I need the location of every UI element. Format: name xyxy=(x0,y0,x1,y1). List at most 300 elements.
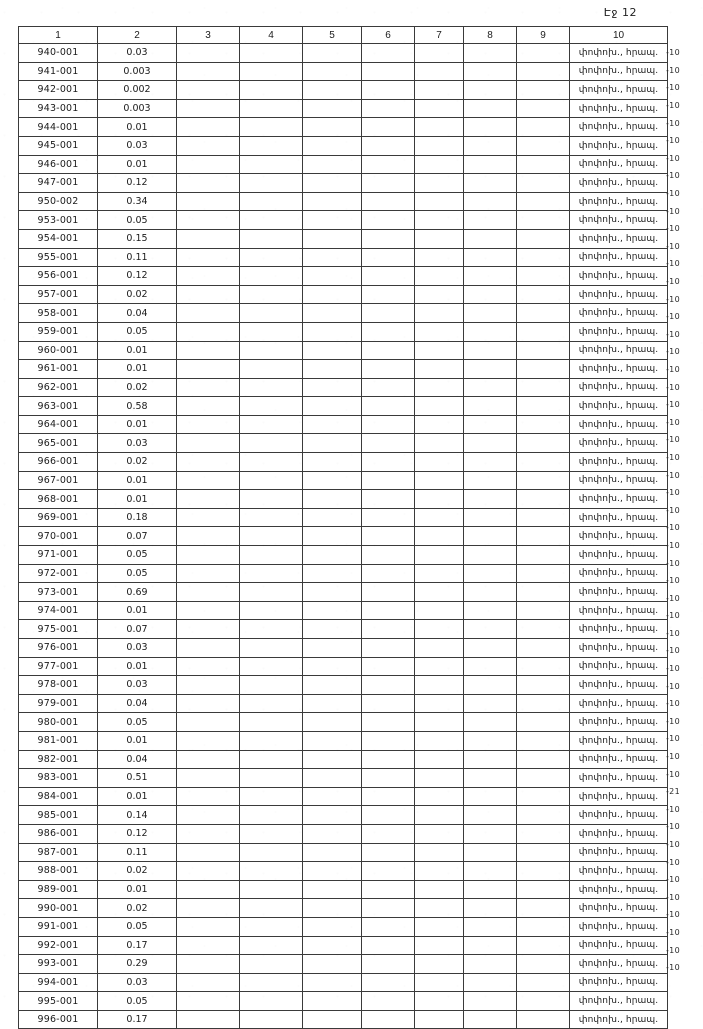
cell-empty-5 xyxy=(303,471,362,490)
cell-empty-4 xyxy=(240,397,303,416)
cell-code: 953-001 xyxy=(19,211,98,230)
cell-empty-8 xyxy=(464,676,517,695)
margin-note: -10 xyxy=(666,417,680,427)
cell-empty-6 xyxy=(362,694,415,713)
cell-empty-3 xyxy=(177,248,240,267)
cell-empty-4 xyxy=(240,62,303,81)
cell-empty-7 xyxy=(415,620,464,639)
cell-empty-9 xyxy=(517,620,570,639)
cell-empty-7 xyxy=(415,44,464,63)
cell-empty-3 xyxy=(177,471,240,490)
table-row xyxy=(19,267,668,286)
cell-empty-9 xyxy=(517,843,570,862)
cell-empty-7 xyxy=(415,824,464,843)
cell-empty-7 xyxy=(415,917,464,936)
cell-empty-3 xyxy=(177,322,240,341)
cell-empty-3 xyxy=(177,657,240,676)
cell-empty-8 xyxy=(464,862,517,881)
cell-empty-3 xyxy=(177,917,240,936)
cell-empty-8 xyxy=(464,434,517,453)
table-row xyxy=(19,731,668,750)
cell-empty-6 xyxy=(362,973,415,992)
table-row xyxy=(19,639,668,658)
cell-note: փոփոխ., հրապ. xyxy=(570,973,668,992)
cell-note: փոփոխ., հրապ. xyxy=(570,304,668,323)
cell-empty-5 xyxy=(303,564,362,583)
cell-empty-9 xyxy=(517,899,570,918)
cell-empty-6 xyxy=(362,936,415,955)
cell-empty-8 xyxy=(464,880,517,899)
cell-empty-3 xyxy=(177,936,240,955)
table-row xyxy=(19,546,668,565)
cell-value: 0.07 xyxy=(98,620,177,639)
cell-empty-7 xyxy=(415,174,464,193)
cell-code: 963-001 xyxy=(19,397,98,416)
cell-empty-5 xyxy=(303,490,362,509)
cell-code: 941-001 xyxy=(19,62,98,81)
cell-empty-6 xyxy=(362,601,415,620)
cell-empty-6 xyxy=(362,229,415,248)
cell-note: փոփոխ., հրապ. xyxy=(570,508,668,527)
margin-note: -10 xyxy=(666,734,680,744)
cell-value: 0.14 xyxy=(98,806,177,825)
cell-value: 0.18 xyxy=(98,508,177,527)
table-row xyxy=(19,285,668,304)
cell-empty-4 xyxy=(240,639,303,658)
table-row xyxy=(19,676,668,695)
cell-empty-6 xyxy=(362,81,415,100)
cell-empty-3 xyxy=(177,453,240,472)
cell-empty-6 xyxy=(362,824,415,843)
cell-empty-3 xyxy=(177,192,240,211)
cell-note: փոփոխ., հրապ. xyxy=(570,229,668,248)
table-row xyxy=(19,824,668,843)
table-row xyxy=(19,936,668,955)
margin-note: -10 xyxy=(666,927,680,937)
cell-value: 0.05 xyxy=(98,211,177,230)
cell-empty-4 xyxy=(240,174,303,193)
cell-empty-5 xyxy=(303,936,362,955)
cell-empty-3 xyxy=(177,750,240,769)
cell-empty-5 xyxy=(303,620,362,639)
cell-code: 971-001 xyxy=(19,546,98,565)
table-row xyxy=(19,1010,668,1029)
cell-code: 978-001 xyxy=(19,676,98,695)
cell-value: 0.05 xyxy=(98,322,177,341)
cell-empty-9 xyxy=(517,267,570,286)
cell-empty-3 xyxy=(177,843,240,862)
cell-note: փոփոխ., հրապ. xyxy=(570,397,668,416)
cell-empty-8 xyxy=(464,973,517,992)
cell-empty-8 xyxy=(464,620,517,639)
table-row xyxy=(19,434,668,453)
cell-empty-6 xyxy=(362,508,415,527)
cell-empty-9 xyxy=(517,192,570,211)
cell-empty-5 xyxy=(303,880,362,899)
cell-empty-4 xyxy=(240,118,303,137)
cell-empty-5 xyxy=(303,657,362,676)
cell-empty-3 xyxy=(177,769,240,788)
cell-empty-7 xyxy=(415,527,464,546)
column-header-7: 7 xyxy=(415,27,464,44)
cell-empty-7 xyxy=(415,750,464,769)
cell-note: փոփոխ., հրապ. xyxy=(570,564,668,583)
margin-note: -10 xyxy=(666,470,680,480)
margin-note: -10 xyxy=(666,347,680,357)
cell-empty-6 xyxy=(362,862,415,881)
cell-code: 988-001 xyxy=(19,862,98,881)
cell-empty-8 xyxy=(464,657,517,676)
cell-empty-5 xyxy=(303,360,362,379)
cell-note: փոփոխ., հրապ. xyxy=(570,713,668,732)
column-header-1: 1 xyxy=(19,27,98,44)
cell-empty-3 xyxy=(177,378,240,397)
cell-empty-6 xyxy=(362,1010,415,1029)
cell-empty-9 xyxy=(517,118,570,137)
cell-value: 0.05 xyxy=(98,713,177,732)
cell-note: փոփոխ., հրապ. xyxy=(570,862,668,881)
margin-note: -10 xyxy=(666,910,680,920)
cell-empty-9 xyxy=(517,917,570,936)
table-row xyxy=(19,62,668,81)
cell-value: 0.05 xyxy=(98,992,177,1011)
cell-empty-6 xyxy=(362,899,415,918)
cell-empty-7 xyxy=(415,155,464,174)
cell-empty-9 xyxy=(517,174,570,193)
cell-empty-4 xyxy=(240,546,303,565)
cell-code: 972-001 xyxy=(19,564,98,583)
cell-value: 0.03 xyxy=(98,973,177,992)
margin-note: -10 xyxy=(666,189,680,199)
cell-note: փոփոխ., հրապ. xyxy=(570,81,668,100)
cell-value: 0.04 xyxy=(98,694,177,713)
cell-value: 0.02 xyxy=(98,378,177,397)
cell-code: 968-001 xyxy=(19,490,98,509)
cell-empty-5 xyxy=(303,1010,362,1029)
cell-empty-5 xyxy=(303,731,362,750)
cell-empty-8 xyxy=(464,62,517,81)
cell-empty-6 xyxy=(362,434,415,453)
table-row xyxy=(19,155,668,174)
cell-empty-3 xyxy=(177,434,240,453)
cell-note: փոփոխ., հրապ. xyxy=(570,694,668,713)
cell-note: փոփոխ., հրապ. xyxy=(570,527,668,546)
cell-empty-6 xyxy=(362,657,415,676)
cell-empty-4 xyxy=(240,267,303,286)
cell-empty-7 xyxy=(415,229,464,248)
cell-empty-7 xyxy=(415,546,464,565)
cell-code: 943-001 xyxy=(19,99,98,118)
cell-note: փոփոխ., հրապ. xyxy=(570,769,668,788)
cell-note: փոփոխ., հրապ. xyxy=(570,787,668,806)
margin-note: -10 xyxy=(666,892,680,902)
cell-empty-7 xyxy=(415,285,464,304)
cell-empty-7 xyxy=(415,899,464,918)
cell-value: 0.02 xyxy=(98,862,177,881)
cell-code: 944-001 xyxy=(19,118,98,137)
cell-empty-8 xyxy=(464,601,517,620)
cell-empty-7 xyxy=(415,787,464,806)
margin-note: -10 xyxy=(666,171,680,181)
cell-empty-4 xyxy=(240,136,303,155)
cell-empty-7 xyxy=(415,415,464,434)
cell-value: 0.002 xyxy=(98,81,177,100)
cell-empty-8 xyxy=(464,155,517,174)
table-row xyxy=(19,471,668,490)
margin-note: -10 xyxy=(666,593,680,603)
table-row xyxy=(19,917,668,936)
cell-empty-6 xyxy=(362,843,415,862)
cell-value: 0.01 xyxy=(98,787,177,806)
cell-empty-6 xyxy=(362,267,415,286)
cell-value: 0.03 xyxy=(98,676,177,695)
cell-empty-8 xyxy=(464,713,517,732)
column-header-9: 9 xyxy=(517,27,570,44)
cell-value: 0.17 xyxy=(98,1010,177,1029)
table-row xyxy=(19,992,668,1011)
table-row xyxy=(19,397,668,416)
cell-code: 989-001 xyxy=(19,880,98,899)
table-row xyxy=(19,769,668,788)
table-row xyxy=(19,136,668,155)
cell-empty-4 xyxy=(240,229,303,248)
cell-value: 0.29 xyxy=(98,955,177,974)
cell-note: փոփոխ., հրապ. xyxy=(570,880,668,899)
cell-value: 0.58 xyxy=(98,397,177,416)
table-row xyxy=(19,211,668,230)
cell-note: փոփոխ., հրապ. xyxy=(570,285,668,304)
cell-empty-4 xyxy=(240,211,303,230)
cell-code: 977-001 xyxy=(19,657,98,676)
cell-empty-3 xyxy=(177,955,240,974)
cell-note: փոփոխ., հրապ. xyxy=(570,99,668,118)
margin-note: -10 xyxy=(666,329,680,339)
cell-empty-9 xyxy=(517,397,570,416)
cell-empty-3 xyxy=(177,62,240,81)
cell-empty-3 xyxy=(177,806,240,825)
cell-empty-9 xyxy=(517,862,570,881)
cell-value: 0.01 xyxy=(98,490,177,509)
cell-empty-8 xyxy=(464,136,517,155)
cell-code: 954-001 xyxy=(19,229,98,248)
cell-empty-9 xyxy=(517,322,570,341)
margin-spacer xyxy=(657,26,697,44)
table-row xyxy=(19,415,668,434)
cell-empty-5 xyxy=(303,527,362,546)
margin-note: -10 xyxy=(666,681,680,691)
cell-empty-8 xyxy=(464,564,517,583)
cell-empty-3 xyxy=(177,620,240,639)
cell-value: 0.34 xyxy=(98,192,177,211)
cell-note: փոփոխ., հրապ. xyxy=(570,434,668,453)
cell-empty-8 xyxy=(464,415,517,434)
cell-empty-6 xyxy=(362,99,415,118)
cell-note: փոփոխ., հրապ. xyxy=(570,471,668,490)
cell-note: փոփոխ., հրապ. xyxy=(570,657,668,676)
cell-code: 996-001 xyxy=(19,1010,98,1029)
cell-empty-6 xyxy=(362,378,415,397)
cell-note: փոփոխ., հրապ. xyxy=(570,731,668,750)
cell-code: 966-001 xyxy=(19,453,98,472)
cell-empty-8 xyxy=(464,824,517,843)
cell-note: փոփոխ., հրապ. xyxy=(570,676,668,695)
margin-note: -10 xyxy=(666,558,680,568)
cell-empty-4 xyxy=(240,955,303,974)
cell-empty-3 xyxy=(177,899,240,918)
cell-empty-7 xyxy=(415,657,464,676)
cell-note: փոփոխ., հրապ. xyxy=(570,453,668,472)
cell-empty-6 xyxy=(362,713,415,732)
margin-note: -10 xyxy=(666,840,680,850)
margin-note: -10 xyxy=(666,312,680,322)
cell-empty-8 xyxy=(464,955,517,974)
table-row xyxy=(19,44,668,63)
cell-code: 962-001 xyxy=(19,378,98,397)
table-row xyxy=(19,248,668,267)
cell-empty-5 xyxy=(303,267,362,286)
margin-note: -10 xyxy=(666,435,680,445)
table-row xyxy=(19,508,668,527)
cell-empty-6 xyxy=(362,136,415,155)
cell-empty-4 xyxy=(240,341,303,360)
cell-code: 986-001 xyxy=(19,824,98,843)
cell-empty-9 xyxy=(517,99,570,118)
table-row xyxy=(19,341,668,360)
cell-empty-6 xyxy=(362,620,415,639)
cell-empty-4 xyxy=(240,155,303,174)
cell-empty-9 xyxy=(517,211,570,230)
column-header-5: 5 xyxy=(303,27,362,44)
cell-empty-8 xyxy=(464,917,517,936)
cell-code: 974-001 xyxy=(19,601,98,620)
cell-empty-7 xyxy=(415,806,464,825)
cell-empty-7 xyxy=(415,267,464,286)
margin-note: -10 xyxy=(666,452,680,462)
cell-empty-4 xyxy=(240,880,303,899)
cell-code: 995-001 xyxy=(19,992,98,1011)
cell-empty-9 xyxy=(517,657,570,676)
cell-empty-8 xyxy=(464,694,517,713)
cell-empty-6 xyxy=(362,192,415,211)
cell-empty-3 xyxy=(177,99,240,118)
cell-empty-5 xyxy=(303,341,362,360)
cell-note: փոփոխ., հրապ. xyxy=(570,378,668,397)
cell-empty-7 xyxy=(415,955,464,974)
cell-empty-4 xyxy=(240,415,303,434)
cell-note: փոփոխ., հրապ. xyxy=(570,322,668,341)
cell-empty-3 xyxy=(177,155,240,174)
cell-code: 980-001 xyxy=(19,713,98,732)
cell-empty-7 xyxy=(415,322,464,341)
cell-empty-4 xyxy=(240,992,303,1011)
cell-empty-3 xyxy=(177,118,240,137)
cell-empty-8 xyxy=(464,750,517,769)
cell-empty-3 xyxy=(177,694,240,713)
cell-empty-5 xyxy=(303,992,362,1011)
cell-empty-8 xyxy=(464,304,517,323)
cell-empty-6 xyxy=(362,415,415,434)
cell-empty-6 xyxy=(362,360,415,379)
cell-empty-4 xyxy=(240,304,303,323)
table-row xyxy=(19,694,668,713)
cell-code: 992-001 xyxy=(19,936,98,955)
cell-empty-5 xyxy=(303,694,362,713)
table-row xyxy=(19,192,668,211)
cell-note: փոփոխ., հրապ. xyxy=(570,639,668,658)
cell-empty-4 xyxy=(240,490,303,509)
cell-empty-9 xyxy=(517,490,570,509)
cell-empty-9 xyxy=(517,248,570,267)
margin-note: -10 xyxy=(666,488,680,498)
cell-empty-9 xyxy=(517,508,570,527)
margin-note: -10 xyxy=(666,136,680,146)
margin-note: -10 xyxy=(666,505,680,515)
margin-note: -10 xyxy=(666,101,680,111)
cell-empty-7 xyxy=(415,694,464,713)
margin-note: -10 xyxy=(666,523,680,533)
cell-value: 0.04 xyxy=(98,304,177,323)
cell-note: փոփոխ., հրապ. xyxy=(570,415,668,434)
cell-empty-8 xyxy=(464,229,517,248)
margin-note: -10 xyxy=(666,646,680,656)
cell-empty-9 xyxy=(517,378,570,397)
cell-empty-6 xyxy=(362,639,415,658)
cell-empty-5 xyxy=(303,917,362,936)
cell-empty-4 xyxy=(240,694,303,713)
cell-code: 959-001 xyxy=(19,322,98,341)
cell-empty-5 xyxy=(303,824,362,843)
cell-value: 0.51 xyxy=(98,769,177,788)
cell-empty-9 xyxy=(517,824,570,843)
cell-code: 946-001 xyxy=(19,155,98,174)
cell-value: 0.01 xyxy=(98,118,177,137)
cell-empty-4 xyxy=(240,378,303,397)
cell-empty-4 xyxy=(240,806,303,825)
cell-value: 0.02 xyxy=(98,899,177,918)
cell-empty-4 xyxy=(240,862,303,881)
cell-empty-4 xyxy=(240,676,303,695)
cell-value: 0.03 xyxy=(98,44,177,63)
margin-note: -10 xyxy=(666,769,680,779)
cell-empty-4 xyxy=(240,81,303,100)
cell-empty-4 xyxy=(240,657,303,676)
cell-note: փոփոխ., հրապ. xyxy=(570,248,668,267)
cell-empty-8 xyxy=(464,44,517,63)
table-row xyxy=(19,583,668,602)
margin-note: -10 xyxy=(666,540,680,550)
margin-note: -10 xyxy=(666,400,680,410)
cell-empty-8 xyxy=(464,527,517,546)
table-row xyxy=(19,99,668,118)
cell-empty-9 xyxy=(517,155,570,174)
cell-empty-7 xyxy=(415,397,464,416)
cell-empty-9 xyxy=(517,694,570,713)
cell-empty-7 xyxy=(415,471,464,490)
cell-empty-7 xyxy=(415,936,464,955)
cell-empty-4 xyxy=(240,936,303,955)
cell-empty-7 xyxy=(415,769,464,788)
cell-empty-7 xyxy=(415,136,464,155)
cell-value: 0.04 xyxy=(98,750,177,769)
cell-empty-6 xyxy=(362,285,415,304)
cell-empty-7 xyxy=(415,192,464,211)
cell-empty-8 xyxy=(464,99,517,118)
cell-code: 961-001 xyxy=(19,360,98,379)
cell-empty-7 xyxy=(415,99,464,118)
cell-empty-4 xyxy=(240,192,303,211)
cell-empty-6 xyxy=(362,174,415,193)
cell-empty-8 xyxy=(464,490,517,509)
